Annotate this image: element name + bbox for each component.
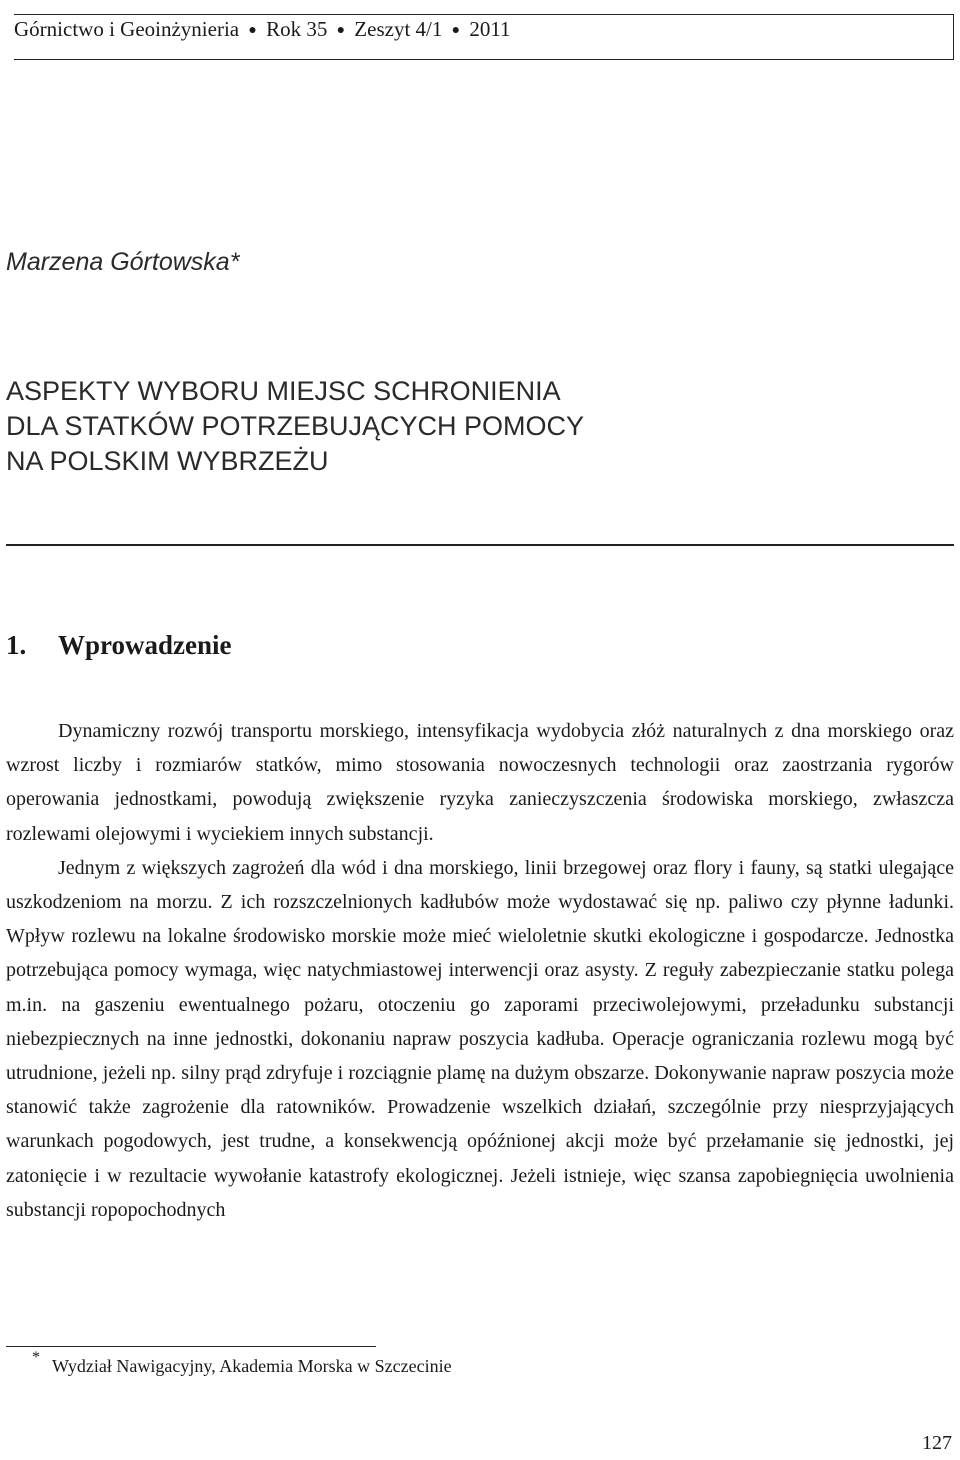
journal-year-label: Rok 35 [266,17,328,41]
journal-year: 2011 [469,17,511,41]
page-number: 127 [922,1432,952,1454]
footnote-text: Wydział Nawigacyjny, Akademia Morska w Szczecinie [52,1356,452,1376]
paragraph: Jednym z większych zagrożeń dla wód i dna morskiego, linii brzegowej oraz flory i fauny, są statki ulegające uszkodzeniom na morzu. Z ich rozszczelnionych kadłubów może wydostawać się np. paliwo czy płynne ładunki. Wpływ rozlewu na lokalne środowisko morskie może mieć wieloletnie skutki ekologiczne i gospodarcze. Jednostka potrzebująca pomocy wymaga, więc natychmiastowej interwencji oraz asysty. Z reguły zabezpieczanie statku polega m.in. na gaszeniu ewentualnego pożaru, otoczeniu go zaporami przeciwolejowymi, przeładunku substancji niebezpiecznych na inne jednostki, dokonaniu napraw poszycia kadłuba. Operacje ograniczania rozlewu mogą być utrudnione, jeżeli np. silny prąd zdryfuje i rozciągnie plamę na dużym obszarze. Dokonywanie napraw poszycia może stanowić także zagrożenie dla ratowników. Prowadzenie wszelkich działań, szczególnie przy niesprzyjających warunkach pogodowych, jest trudne, a konsekwencją opóźnionej akcji może być przełamanie się jednostki, jej zatonięcie i w rezultacie wywołanie katastrofy ekologicznej. Jeżeli istnieje, więc szansa zapobiegnięcia uwolnienia substancji ropopochodnych [6,856,954,1221]
footnote-mark: * [32,1349,40,1366]
title-divider [6,544,954,546]
title-line: DLA STATKÓW POTRZEBUJĄCYCH POMOCY [6,411,585,441]
journal-issue: Zeszyt 4/1 [354,17,443,41]
bullet-separator-icon: ● [336,23,346,38]
footnote-divider [6,1346,376,1347]
journal-name: Górnictwo i Geoinżynieria [14,17,240,41]
paragraph: Dynamiczny rozwój transportu morskiego, intensyfikacja wydobycia złóż naturalnych z dna morskiego oraz wzrost liczby i rozmiarów statków, mimo stosowania nowoczesnych technologii oraz zaostrzania rygorów operowania jednostkami, powodują zwiększenie ryzyka zanieczyszczenia środowiska morskiego, zwłaszcza rozlewami olejowymi i wyciekiem innych substancji. [6,720,954,845]
title-line: NA POLSKIM WYBRZEŻU [6,446,329,476]
bullet-separator-icon: ● [248,23,257,38]
section-number: 1. [6,630,27,660]
title-line: ASPEKTY WYBORU MIEJSC SCHRONIENIA [6,376,561,406]
author-name: Marzena Górtowska* [6,248,240,276]
running-head [14,14,511,44]
section-heading [6,630,232,661]
article-title [6,374,584,479]
body-text [6,714,954,1227]
bullet-separator-icon: ● [451,23,461,38]
footnote [32,1349,452,1377]
section-title: Wprowadzenie [58,630,232,660]
